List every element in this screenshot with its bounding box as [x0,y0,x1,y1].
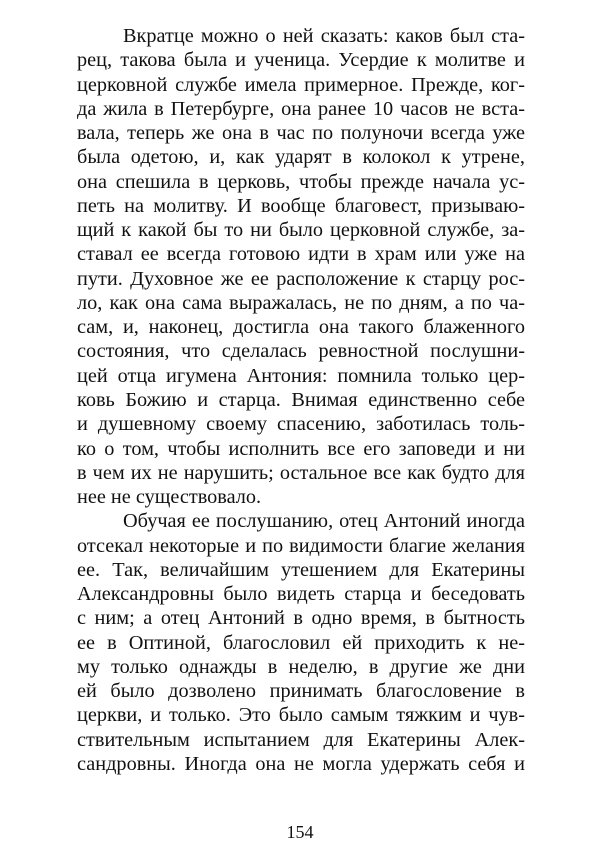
text-line: сандровны. Иногда она не могла удержать себя и [77,752,525,775]
text-line: ставал ее всегда готовою идти в храм или уже на [77,243,525,266]
text-line: ковь Божию и старца. Внимая единственно себе [77,388,525,411]
text-line: состояния, что сделалась ревностной послушни- [77,340,525,363]
text-line: вала, теперь же она в час по полуночи всегда уже [77,122,525,145]
text-line: сам, и, наконец, достигла она такого блаженного [77,316,525,339]
text-line: пути. Духовное же ее расположение к старцу рос- [77,267,525,290]
text-line: ее в Оптиной, благословил ей приходить к не- [77,631,525,654]
text-line: щий к какой бы то ни было церковной службе, за- [77,219,525,242]
text-line: отсекал некоторые и по видимости благие желания [77,534,525,557]
text-line: и душевному своему спасению, заботилась толь- [77,413,525,436]
text-line: ей было дозволено принимать благословение в [77,680,525,703]
text-line: ее. Так, величайшим утешением для Екатерины [77,558,525,581]
text-line: церковной службе имела примерное. Прежде, ког- [77,73,525,96]
text-line: Вкратце можно о ней сказать: каков был ста- [123,25,525,47]
page-number: 154 [286,822,314,842]
body-text [77,24,525,776]
text-line: в чем их не нарушить; остальное все как будто для [77,461,525,484]
text-line: ствительным испытанием для Екатерины Алек- [77,728,525,751]
text-line: петь на молитву. И вообще благовест, призываю- [77,194,525,217]
text-line: с ним; а отец Антоний в одно время, в бытность [77,607,525,630]
text-line: она спешила в церковь, чтобы прежде начала ус- [77,170,525,193]
paragraph [77,24,525,509]
text-line: ло, как она сама выражалась, не по дням, а по ча- [77,291,525,314]
text-line: церкви, и только. Это было самым тяжким и чув- [77,704,525,727]
text-line: Александровны было видеть старца и беседовать [77,583,525,606]
text-line: му только однажды в неделю, в другие же дни [77,655,525,678]
text-line: рец, такова была и ученица. Усердие к молитве и [77,49,525,72]
text-line: Обучая ее послушанию, отец Антоний иногда [123,510,525,533]
text-line: ко о том, чтобы исполнить все его заповеди и ни [77,437,525,460]
text-line: да жила в Петербурге, она ранее 10 часов не вста- [77,97,525,120]
paragraph [77,509,525,776]
text-line: нее не существовало. [77,486,262,509]
text-line: цей отца игумена Антония: помнила только цер- [77,364,525,387]
text-line: была одетою, и, как ударят в колокол к утрене, [77,146,525,169]
